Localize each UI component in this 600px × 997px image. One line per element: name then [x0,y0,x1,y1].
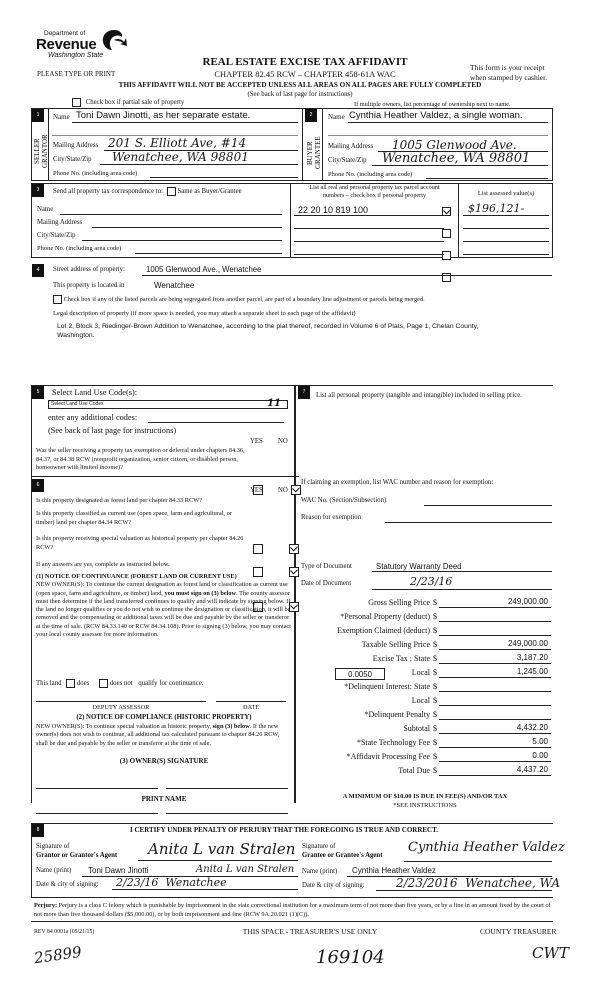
sec6-question-text: Is this property designated as forest land per chapter 84.33 RCW? [36,497,202,504]
deputy-assessor-label: DEPUTY ASSESSOR [92,704,150,711]
please-type: PLEASE TYPE OR PRINT [37,70,116,78]
financial-value[interactable]: 249,000.00 [507,597,548,606]
financial-line [439,719,551,720]
continuance-row [36,679,203,688]
sec5-no-header: NO [278,438,288,445]
street-label: Street address of property: [53,266,125,273]
grantor-sig-label-2: Grantor or Grantor's Agent [36,852,118,859]
financial-line [439,677,551,678]
sec5-yes-header: YES [250,438,263,445]
seller-side-label [33,130,47,172]
financial-line [439,733,551,734]
seller-name-field[interactable]: Toni Dawn Jinotti, as her separate estate. [76,110,251,121]
parcel-row [0,9,600,18]
currency-symbol: $ [433,738,437,747]
multiple-owners-note: If multiple owners, list percentage of ownership next to name. [354,101,511,108]
financial-value[interactable]: 4,432.20 [516,723,548,732]
buyer-name-field[interactable]: Cynthia Heather Valdez, a single woman. [349,110,523,121]
financial-label: Local [411,696,430,705]
reason-line [385,522,552,523]
section-4-number: 4 [32,264,44,277]
print-name-line-2 [166,813,288,814]
street-line [142,275,552,276]
grantee-name-label: Name (print) [302,868,338,875]
grantor-name-handwritten: Anita L van Stralen [196,864,295,875]
doc-date-field[interactable]: 2/23/16 [410,575,453,588]
deputy-line [36,701,206,702]
print-name-line-1 [36,813,158,814]
perjury-note [34,902,554,919]
corr-mailing-label: Mailing Address [37,219,83,226]
print-name-label: PRINT NAME [141,795,187,803]
sec5-bottom-rule [31,476,295,477]
street-field[interactable]: 1005 Glenwood Ave., Wenatchee [146,265,262,274]
grantee-sig-label-2: Grantee or Grantee's Agent [302,852,383,859]
segregated-row [53,295,425,304]
grantor-label: GRANTOR [41,134,49,168]
financial-label: *State Technology Fee [356,738,430,747]
financial-label: *Personal Property (deduct) [340,612,430,621]
section-3-number: 3 [32,184,44,197]
currency-symbol: $ [433,724,437,733]
treasurer-use: THIS SPACE - TREASURER'S USE ONLY [242,927,378,936]
owner-signature-title: (3) OWNER(S) SIGNATURE [119,757,209,765]
personal-property-label: List all personal property (tangible and intangible) included in selling price. [316,392,522,399]
section-6-number: 6 [32,479,44,492]
seller-city-field[interactable]: Wenatchee, WA 98801 [112,150,249,164]
land-use-select[interactable] [48,400,288,409]
grantee-name-field[interactable]: Cynthia Heather Valdez [352,866,436,875]
currency-symbol: $ [433,640,437,649]
financial-label: Total Due [398,766,430,775]
additional-codes-label: enter any additional codes: [48,413,138,422]
currency-symbol: $ [433,710,437,719]
reason-label: Reason for exemption [301,514,362,521]
currency-symbol: $ [433,654,437,663]
corr-phone-label: Phone No. (including area code) [37,245,122,252]
financial-line [439,761,551,762]
buyer-phone-line [426,178,548,179]
currency-symbol: $ [433,766,437,775]
parcel-line [294,241,444,242]
corr-phone-line [135,253,282,254]
seller-phone-line [150,177,298,178]
if-yes-note: If any answers are yes, complete as instructed below. [36,561,170,568]
legal-label: Legal description of property (if more space is needed, you may attach a separate sheet to each page of the affidavit) [53,310,356,317]
sec8-bottom-rule [31,897,553,898]
parcels-header-2: numbers – check box if personal property [322,192,427,199]
doc-type-label: Type of Document [301,563,352,570]
land-use-select-value: Select Land Use Codes [51,401,104,407]
seller-mailing-label: Mailing Address [53,142,99,149]
additional-codes-line [148,422,284,423]
land-use-label: Select Land Use Code(s): [52,388,138,397]
wac-label: WAC No. (Section/Subsection) [301,497,387,504]
form-id: REV 84 0001a (05/21/15) [34,929,95,935]
grantee-signature[interactable]: Cynthia Heather Valdez [408,840,565,855]
receipt-note-1: This form is your receipt [470,63,545,72]
corr-city-label: City/State/Zip [37,232,76,239]
currency-symbol: $ [433,598,437,607]
land-use-code: 11 [267,398,281,409]
assessed-line [463,241,549,242]
parcel-line [294,215,444,216]
legal-description-field[interactable]: Lot 2, Block 3, Riedinger-Brown Addition to Wenatchee, according to the plat thereof, recorded in Volume 6 of Plats, Page 1, Chelan County, Washington. [57,323,479,339]
financial-line [439,635,551,636]
parcel-line [294,254,444,255]
this-land-label: This land [36,680,62,688]
currency-symbol: $ [433,752,437,761]
segregated-label: Check box if any of the listed parcels are being segregated from another parcel, are part of a boundary line adjustment or parcels being merged. [63,295,425,303]
form-chapter: CHAPTER 82.45 RCW – CHAPTER 458-61A WAC [214,69,396,79]
section-2-number: 2 [305,109,317,122]
personal-property-checkbox[interactable] [442,229,451,238]
seller-label: SELLER [33,138,41,164]
financial-value[interactable]: 249,000.00 [507,639,548,648]
buyer-name-label: Name [328,113,345,121]
receipt-note-2: when stamped by cashier. [470,73,548,82]
currency-symbol: $ [433,696,437,705]
financial-label: Excise Tax : State [372,654,430,663]
financial-value[interactable]: 3,187.20 [516,653,548,662]
sec6-question-text: Is this property classified as current use (open space, farm and agricultural, or timber) land per chapter 84.34 RCW? [36,510,232,526]
parcel-number-field[interactable]: 22 20 10 819 100 [298,205,369,215]
perjury-bold: Perjury: [34,902,58,909]
grantor-name-label: Name (print) [36,867,72,874]
wac-line [424,505,552,506]
assessed-line [463,215,549,216]
notice1-body [36,581,292,639]
seller-mailing-field[interactable]: 201 S. Elliott Ave, #14 [108,136,247,150]
dor-logo [36,28,132,62]
logo-state: Washington State [48,52,104,59]
financial-label: Subtotal [403,724,430,733]
doc-type-field[interactable]: Statutory Warranty Deed [376,562,462,571]
grantee-date-line [376,890,552,891]
financial-label: *Delinquent Penalty [364,710,430,719]
see-back-note: (See back of last page for instructions) [247,91,353,98]
assessed-line [463,254,549,255]
logo-dept: Department of [44,30,86,37]
buyer-mailing-label: Mailing Address [328,143,374,150]
financial-label: Local [411,668,430,677]
grantor-sig-label-1: Signature of [36,843,70,850]
sec6-no-checkbox[interactable] [289,544,299,554]
correspondence-label: Send all property tax correspondence to: [53,188,164,196]
assessed-value-field[interactable]: $196,121- [468,202,525,215]
perjury-text: Perjury is a class C felony which is punishable by imprisonment in the state correctional institution for a maximum term of not more than five years, or by a fine in an amount fixed by the court of not more than five thousand dollars ($5,000.00), or by both imprisonment and fine (RCW 9A.20.021 (1)(C)). [34,902,551,918]
owner-sig-line-2 [166,788,288,789]
section-1-number: 1 [32,109,44,122]
buyer-city-label: City/State/Zip [328,157,367,164]
notice2-text-a: NEW OWNER(S): To continue special valuation as historic property, [36,723,213,730]
located-field[interactable]: Wenatchee [154,281,195,290]
partial-sale-checkbox[interactable] [72,98,81,107]
section-5-number: 5 [32,386,44,399]
handwritten-center: 169104 [316,947,385,968]
local-rate-box [335,668,385,680]
section-7-number: 7 [298,386,310,399]
grantee-sig-label-1: Signature of [302,843,336,850]
buyer-side-divider [322,108,323,181]
section-8-number: 8 [32,824,44,837]
financial-label: Taxable Selling Price [361,640,430,649]
corr-name-label: Name [37,206,54,213]
financial-line [439,663,551,664]
correspondence-row [53,187,242,196]
exemption-question: Was the seller receiving a property tax exemption or deferral under chapters 84.36, 84.37, or 84.38 RCW (nonprofit organization, senior citizen, or disabled person, homeowner with limited income)? [36,447,245,471]
corr-mailing-line [92,227,282,228]
financial-line [439,691,551,692]
grantee-sig-line [404,861,552,862]
does-label: does [76,680,90,688]
financial-value[interactable]: 1,245.00 [516,667,548,676]
sec7-tick [295,476,299,477]
form-title: REAL ESTATE EXCISE TAX AFFIDAVIT [202,56,408,68]
notice1-text-b: . The county assessor must then determine if the land transferred continues to qualify and will indicate by signing below. If the land no longer qualifies or you do not wish to continue the designation or classification, it will be removed and the compensating or additional taxes will be due and payable by the seller or transferor at the time of sale. (RCW 84.33.140 or RCW 84.34.108). Prior to signing (3) below, you may contact your local county assessor for more information. [36,589,292,639]
dor-swirl-icon [100,28,128,52]
segregated-checkbox[interactable] [53,295,62,304]
logo-name: Revenue [36,36,97,53]
footer-rule [31,921,553,922]
qualify-label: qualify for continuance. [138,680,204,688]
partial-sale-label: Check box if partial sale of property [85,99,185,107]
notice1-title: (1) NOTICE OF CONTINUANCE (FOREST LAND OR CURRENT USE) [36,573,237,580]
date-line [216,701,286,702]
grantor-date-label: Date & city of signing: [36,881,99,888]
column-divider [295,385,296,803]
notice2-text-b: . If the new owner(s) does not wish to continue, all additional tax calculated pursuant to chapter 84.26 RCW, shall be due and payable by the seller or transferor at the time of sale. [36,723,280,747]
financial-line [439,621,551,622]
financial-line [439,747,551,748]
seller-city-line [100,164,298,165]
see-instructions: *SEE INSTRUCTIONS [393,802,457,809]
currency-symbol: $ [433,626,437,635]
personal-property-checkbox[interactable] [442,207,451,216]
grantor-signature[interactable]: Anita L van Stralen [148,840,296,858]
financial-line [439,649,551,650]
notice1-bold: you must sign on (3) below [164,589,237,597]
doc-date-line [372,589,552,590]
grantor-name-field[interactable]: Toni Dawn Jinotti [88,866,149,875]
notice2-body [36,723,292,748]
buyer-name-line [348,122,548,123]
financial-value[interactable]: 0.00 [532,751,548,760]
assessed-header: List assessed value(s) [477,190,535,197]
sec6-yes-header: YES [250,487,263,494]
sec6-question-text: Is this property receiving special valuation as historical property per chapter 84.26 RCW? [36,535,244,551]
handwritten-right: CWT [532,944,569,962]
notice1-text-a: NEW OWNER(S): To continue the current designation as forest land or classification as current use (open space, farm and agriculture, or timber) land, [36,581,288,597]
grantee-date-label: Date & city of signing: [302,882,365,889]
same-as-buyer-label: Same as Buyer/Grantee [177,188,242,196]
currency-symbol: $ [433,682,437,691]
parties-divider [302,108,303,181]
does-checkbox[interactable] [66,679,75,688]
grantee-date-field[interactable]: 2/23/2016 Wenatchee, WA [396,876,561,890]
land-use-see-back: (See back of last page for instructions) [48,426,177,435]
seller-name-label: Name [53,113,70,121]
currency-symbol: $ [433,612,437,621]
does-not-checkbox[interactable] [99,679,108,688]
parcel-line [294,228,444,229]
exemption-claim-label: If claiming an exemption, list WAC number and reason for exemption: [301,479,494,486]
local-rate-value[interactable]: 0.0050 [348,670,372,679]
buyer-name-line-2 [328,135,548,136]
does-not-label: does not [109,680,133,688]
financial-label: *Delinquent Interest: State [344,682,430,691]
seller-name-line [72,122,298,123]
sec6-no-header: NO [278,487,288,494]
buyer-mailing-field[interactable]: 1005 Glenwood Ave. [392,138,517,152]
financial-value[interactable]: 5.00 [532,737,548,746]
grantor-sig-line [138,860,298,861]
financial-label: Exemption Claimed (deduct) [337,626,430,635]
financial-line [439,607,551,608]
minimum-note: A MINIMUM OF $10.00 IS DUE IN FEE(S) AND/OR TAX [342,793,508,800]
handwritten-left: 25899 [32,942,83,968]
notice1 [36,573,292,639]
sec8-top-rule [31,823,553,824]
partial-sale-row [72,98,184,107]
notice2-title: (2) NOTICE OF COMPLIANCE (HISTORIC PROPERTY) [76,714,252,721]
financial-label: *Affidavit Processing Fee [346,752,430,761]
doc-type-line [372,571,552,572]
currency-symbol: $ [433,668,437,677]
sec6-yes-checkbox[interactable] [253,544,263,554]
buyer-side-label [306,132,320,174]
owner-sig-line-1 [36,788,158,789]
financial-label: Gross Selling Price [368,598,430,607]
financial-line [439,705,551,706]
date-label: DATE [242,704,260,711]
corr-name-line [60,214,282,215]
grantee-label: GRANTEE [314,136,322,170]
doc-date-label: Date of Document [301,580,352,587]
sec7-top-rule [295,385,553,386]
personal-property-checkbox[interactable] [442,251,451,260]
notice2-bold: sign (3) below [212,723,250,730]
buyer-city-field[interactable]: Wenatchee, WA 98801 [382,151,531,166]
seller-phone-label: Phone No. (including area code) [53,170,138,177]
parcels-header-1: List all real and personal property tax parcel account [309,184,440,191]
certify-text: I CERTIFY UNDER PENALTY OF PERJURY THAT THE FOREGOING IS TRUE AND CORRECT. [130,826,439,834]
located-label: This property is located in [53,282,125,289]
parcel-row [0,18,600,27]
buyer-phone-label: Phone No. (including area code) [328,171,413,178]
corr-city-line [82,240,282,241]
same-as-buyer-checkbox[interactable] [167,187,176,196]
seller-city-label: City/State/Zip [53,156,92,163]
grantor-date-line [112,889,298,890]
grantor-date-field[interactable]: 2/23/16 Wenatchee [116,876,227,889]
financial-value[interactable]: 4,437.20 [516,765,548,774]
exemption-no-checkbox[interactable] [291,485,301,495]
financial-line [439,775,551,776]
buyer-label: BUYER [306,141,314,165]
county-treasurer: COUNTY TREASURER [480,927,557,936]
form-warning: THIS AFFIDAVIT WILL NOT BE ACCEPTED UNLESS ALL AREAS ON ALL PAGES ARE FULLY COMPLETED [118,81,482,89]
assessed-line [463,228,549,229]
